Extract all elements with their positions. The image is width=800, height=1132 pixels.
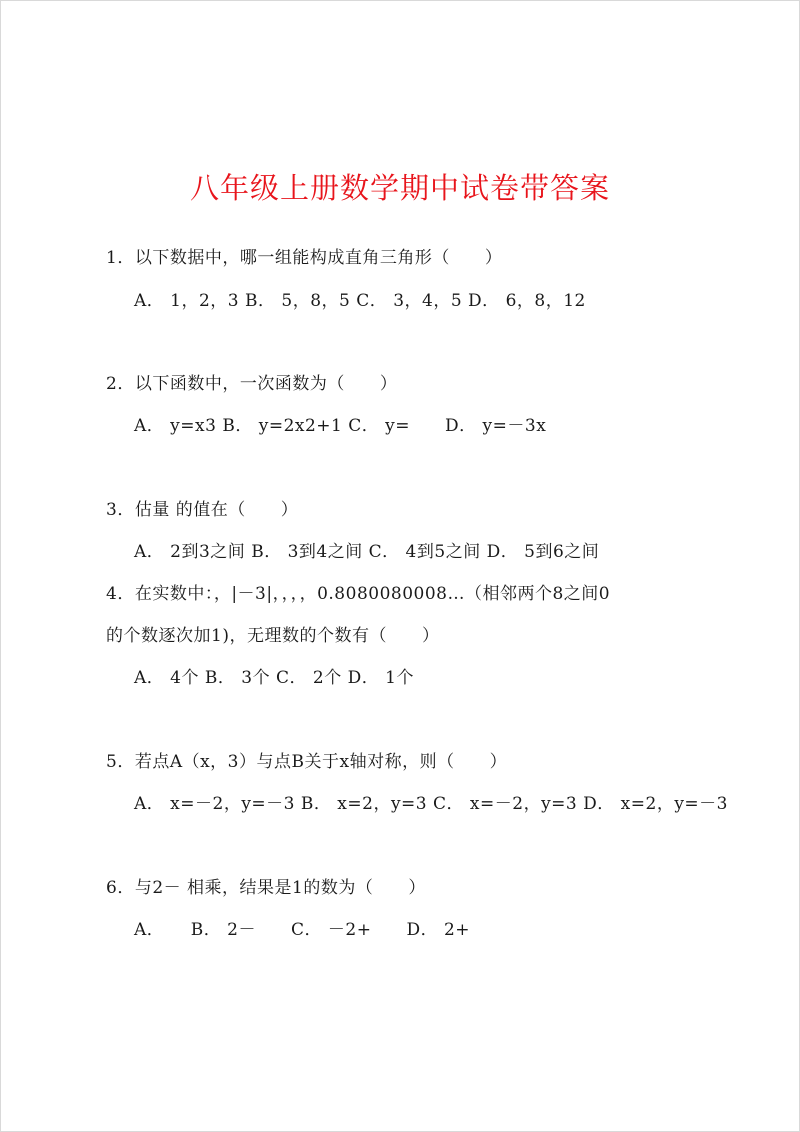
question-2-stem: 2．以下函数中，一次函数为（ ） [106, 374, 398, 394]
question-4-stem-continued: 的个数逐次加1)，无理数的个数有（ ） [106, 626, 440, 646]
question-3-options: A． 2到3之间 B． 3到4之间 C． 4到5之间 D． 5到6之间 [134, 542, 600, 562]
question-3-stem: 3．估量 的值在（ ） [106, 500, 299, 520]
question-1-stem: 1．以下数据中，哪一组能构成直角三角形（ ） [106, 248, 503, 268]
question-5-options: A． x=－2，y=－3 B． x=2，y=3 C． x=－2，y=3 D． x=2，y=－3 [134, 794, 728, 814]
question-6-stem: 6．与2－ 相乘，结果是1的数为（ ） [106, 878, 426, 898]
question-1-options: A． 1，2，3 B． 5，8，5 C． 3，4，5 D． 6，8，12 [134, 291, 586, 311]
question-2-options: A． y=x3 B． y=2x2+1 C． y= D． y=－3x [134, 416, 547, 436]
question-5-stem: 5．若点A（x，3）与点B关于x轴对称，则（ ） [106, 752, 508, 772]
question-6-options: A． B． 2－ C． －2+ D． 2+ [134, 920, 471, 940]
document-title: 八年级上册数学期中试卷带答案 [189, 171, 610, 205]
question-4-options: A． 4个 B． 3个 C． 2个 D． 1个 [134, 668, 414, 688]
question-4-stem: 4．在实数中：，|－3|，，，，0.8080080008…（相邻两个8之间0 [106, 584, 611, 604]
